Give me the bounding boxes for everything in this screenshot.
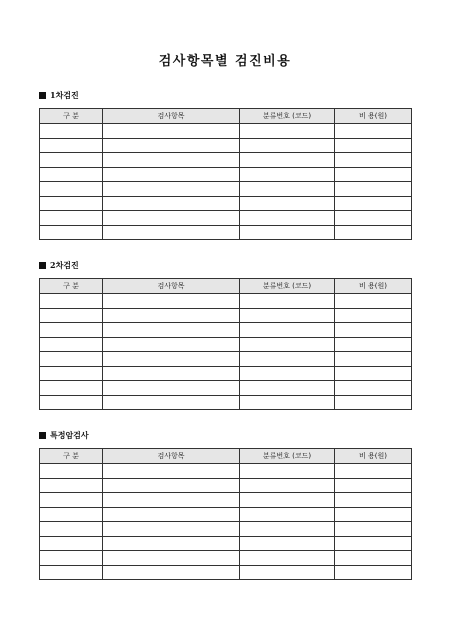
cell-cost — [335, 536, 412, 551]
square-bullet-icon — [39, 92, 46, 99]
cell-exam-item — [103, 381, 240, 396]
column-header-category: 구 분 — [40, 109, 103, 124]
cell-category — [40, 464, 103, 479]
section-heading — [39, 88, 411, 102]
cell-category — [40, 381, 103, 396]
cell-category — [40, 478, 103, 493]
column-header-code: 분류번호 (코드) — [240, 449, 335, 464]
section-heading-label: 특정암검사 — [50, 429, 89, 440]
cell-code — [240, 225, 335, 240]
cell-code — [240, 536, 335, 551]
table-row — [40, 366, 412, 381]
table-header-row — [40, 109, 412, 124]
table-header-row — [40, 449, 412, 464]
cell-code — [240, 182, 335, 197]
table-row — [40, 167, 412, 182]
cell-code — [240, 294, 335, 309]
cell-exam-item — [103, 493, 240, 508]
cell-cost — [335, 196, 412, 211]
cell-cost — [335, 182, 412, 197]
cell-category — [40, 337, 103, 352]
table-row — [40, 308, 412, 323]
cell-category — [40, 352, 103, 367]
cell-category — [40, 493, 103, 508]
cell-exam-item — [103, 294, 240, 309]
cell-exam-item — [103, 308, 240, 323]
cell-exam-item — [103, 225, 240, 240]
cell-cost — [335, 352, 412, 367]
cell-exam-item — [103, 565, 240, 580]
cell-category — [40, 308, 103, 323]
cell-exam-item — [103, 138, 240, 153]
cell-cost — [335, 381, 412, 396]
table-row — [40, 196, 412, 211]
cost-table — [39, 448, 412, 580]
section-heading-label: 1차검진 — [50, 89, 79, 100]
cell-code — [240, 395, 335, 410]
cell-exam-item — [103, 478, 240, 493]
column-header-exam-item: 검사항목 — [103, 279, 240, 294]
cell-code — [240, 124, 335, 139]
column-header-cost: 비 용(원) — [335, 109, 412, 124]
cell-code — [240, 366, 335, 381]
cell-code — [240, 493, 335, 508]
cell-category — [40, 551, 103, 566]
column-header-code: 분류번호 (코드) — [240, 109, 335, 124]
cell-cost — [335, 138, 412, 153]
cell-category — [40, 565, 103, 580]
cell-code — [240, 308, 335, 323]
table-row — [40, 522, 412, 537]
table-row — [40, 138, 412, 153]
section-second-exam — [39, 258, 411, 410]
cell-cost — [335, 551, 412, 566]
cell-category — [40, 153, 103, 168]
column-header-cost: 비 용(원) — [335, 279, 412, 294]
cell-code — [240, 478, 335, 493]
cell-cost — [335, 464, 412, 479]
cell-cost — [335, 124, 412, 139]
cell-exam-item — [103, 352, 240, 367]
cost-table — [39, 108, 412, 240]
cell-cost — [335, 478, 412, 493]
cell-code — [240, 167, 335, 182]
table-row — [40, 294, 412, 309]
cell-cost — [335, 522, 412, 537]
column-header-code: 분류번호 (코드) — [240, 279, 335, 294]
cell-exam-item — [103, 167, 240, 182]
cell-exam-item — [103, 153, 240, 168]
cell-cost — [335, 153, 412, 168]
cell-code — [240, 138, 335, 153]
cell-code — [240, 381, 335, 396]
table-row — [40, 551, 412, 566]
table-row — [40, 352, 412, 367]
square-bullet-icon — [39, 432, 46, 439]
cost-table — [39, 278, 412, 410]
table-row — [40, 337, 412, 352]
cell-cost — [335, 493, 412, 508]
cell-cost — [335, 366, 412, 381]
cell-exam-item — [103, 211, 240, 226]
cell-cost — [335, 308, 412, 323]
column-header-category: 구 분 — [40, 449, 103, 464]
column-header-exam-item: 검사항목 — [103, 449, 240, 464]
cell-code — [240, 337, 335, 352]
table-row — [40, 478, 412, 493]
cell-category — [40, 138, 103, 153]
cell-category — [40, 294, 103, 309]
cell-exam-item — [103, 522, 240, 537]
cell-code — [240, 323, 335, 338]
section-cancer-screening — [39, 428, 411, 580]
square-bullet-icon — [39, 262, 46, 269]
cell-exam-item — [103, 337, 240, 352]
cell-category — [40, 196, 103, 211]
table-row — [40, 153, 412, 168]
cell-cost — [335, 225, 412, 240]
cell-exam-item — [103, 182, 240, 197]
page-title: 검사항목별 검진비용 — [158, 54, 292, 69]
cell-code — [240, 507, 335, 522]
cell-code — [240, 153, 335, 168]
cell-exam-item — [103, 395, 240, 410]
table-row — [40, 565, 412, 580]
cell-exam-item — [103, 551, 240, 566]
cell-cost — [335, 395, 412, 410]
cell-exam-item — [103, 464, 240, 479]
cell-category — [40, 167, 103, 182]
table-row — [40, 381, 412, 396]
cell-category — [40, 507, 103, 522]
cell-cost — [335, 211, 412, 226]
cell-exam-item — [103, 366, 240, 381]
column-header-exam-item: 검사항목 — [103, 109, 240, 124]
table-row — [40, 395, 412, 410]
cell-cost — [335, 167, 412, 182]
section-first-exam — [39, 88, 411, 240]
cell-code — [240, 551, 335, 566]
cell-code — [240, 211, 335, 226]
table-row — [40, 211, 412, 226]
cell-category — [40, 124, 103, 139]
table-header-row — [40, 279, 412, 294]
cell-code — [240, 464, 335, 479]
table-row — [40, 225, 412, 240]
cell-exam-item — [103, 124, 240, 139]
cell-cost — [335, 565, 412, 580]
section-heading — [39, 258, 411, 272]
table-row — [40, 493, 412, 508]
table-row — [40, 323, 412, 338]
section-heading — [39, 428, 411, 442]
cell-code — [240, 565, 335, 580]
column-header-cost: 비 용(원) — [335, 449, 412, 464]
table-row — [40, 464, 412, 479]
table-row — [40, 124, 412, 139]
cell-category — [40, 323, 103, 338]
cell-category — [40, 182, 103, 197]
cell-cost — [335, 507, 412, 522]
table-row — [40, 182, 412, 197]
column-header-category: 구 분 — [40, 279, 103, 294]
cell-exam-item — [103, 507, 240, 522]
cell-category — [40, 522, 103, 537]
cell-category — [40, 211, 103, 226]
cell-exam-item — [103, 536, 240, 551]
cell-code — [240, 196, 335, 211]
section-heading-label: 2차검진 — [50, 259, 79, 270]
cell-category — [40, 395, 103, 410]
cell-cost — [335, 323, 412, 338]
cell-code — [240, 352, 335, 367]
cell-cost — [335, 337, 412, 352]
cell-exam-item — [103, 196, 240, 211]
cell-category — [40, 536, 103, 551]
cell-exam-item — [103, 323, 240, 338]
cell-code — [240, 522, 335, 537]
cell-category — [40, 366, 103, 381]
cell-category — [40, 225, 103, 240]
table-row — [40, 536, 412, 551]
table-row — [40, 507, 412, 522]
cell-cost — [335, 294, 412, 309]
